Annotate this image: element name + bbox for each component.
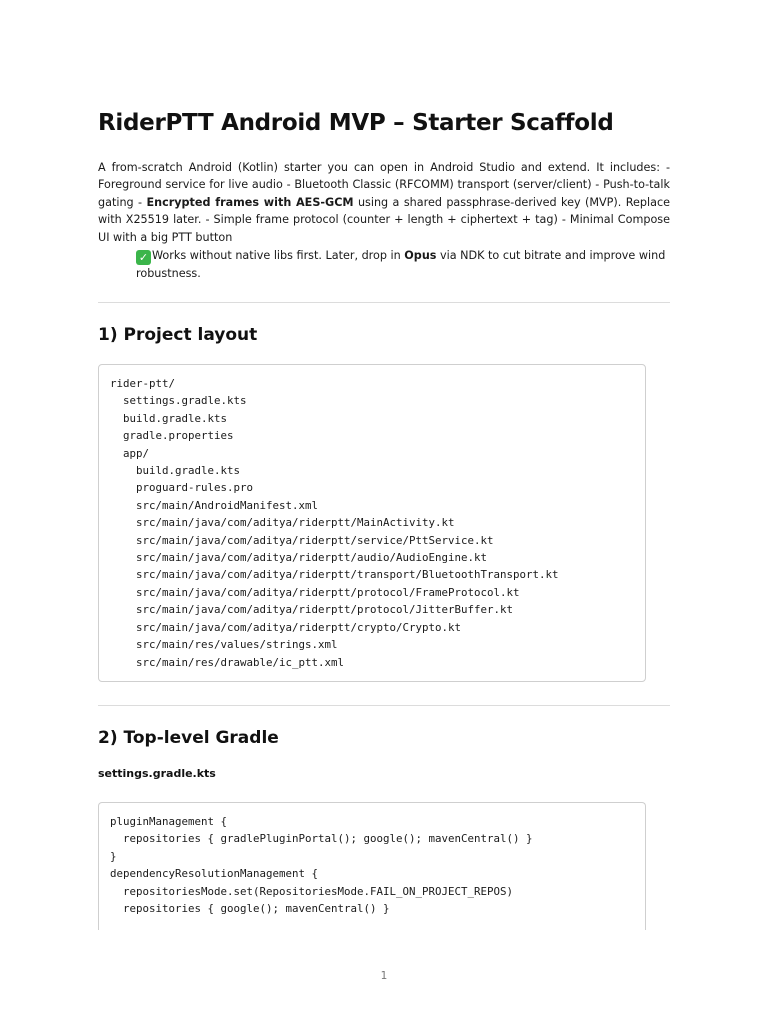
code-line: src/main/java/com/aditya/riderptt/service/PttService.kt (110, 533, 494, 547)
code-line: src/main/java/com/aditya/riderptt/protocol/JitterBuffer.kt (110, 603, 514, 617)
code-line: build.gradle.kts (110, 464, 241, 478)
code-line: app/ (110, 446, 150, 460)
note-bold-text: Opus (404, 249, 437, 262)
section-divider (98, 705, 670, 706)
section-divider (98, 302, 670, 303)
intro-bold-text: Encrypted frames with AES-GCM (146, 195, 354, 209)
code-block-project-layout (98, 364, 646, 682)
code-line: rider-ptt/ (110, 377, 176, 390)
code-line: src/main/res/drawable/ic_ptt.xml (110, 655, 345, 669)
code-line: src/main/java/com/aditya/riderptt/crypto/Crypto.kt (110, 620, 462, 634)
file-name-heading: settings.gradle.kts (98, 767, 216, 780)
code-line: src/main/AndroidManifest.xml (110, 498, 319, 512)
code-line: src/main/java/com/aditya/riderptt/MainActivity.kt (110, 516, 455, 530)
code-line: pluginManagement { (110, 815, 228, 828)
code-line: src/main/java/com/aditya/riderptt/transport/BluetoothTransport.kt (110, 568, 559, 582)
code-line: proguard-rules.pro (110, 481, 254, 495)
page-number: 1 (380, 970, 388, 982)
intro-paragraph (98, 159, 670, 246)
code-line: build.gradle.kts (110, 411, 228, 425)
note-text-continued: via NDK to cut bitrate and improve wind robustness. (136, 249, 666, 280)
code-line: src/main/res/values/strings.xml (110, 638, 338, 652)
section-heading-project-layout: 1) Project layout (98, 325, 258, 345)
code-line: repositories { google(); mavenCentral() } (110, 902, 390, 916)
note-text: Works without native libs first. Later, drop in (152, 249, 405, 262)
code-line: src/main/java/com/aditya/riderptt/protocol/FrameProtocol.kt (110, 585, 520, 599)
code-line: repositoriesMode.set(RepositoriesMode.FAIL_ON_PROJECT_REPOS) (110, 884, 514, 898)
code-line: gradle.properties (110, 429, 234, 443)
document-title: RiderPTT Android MVP – Starter Scaffold (98, 110, 614, 136)
intro-text: A from-scratch Android (Kotlin) starter you can open in Android Studio and extend. It includes: - Foreground service for live audio - Bluetooth Classic (RFCOMM) transport (server/client) - Push-to-talk gating - (98, 161, 670, 209)
check-mark-icon: ✓ (136, 250, 151, 265)
intro-text-continued: using a shared passphrase-derived key (MVP). Replace with X25519 later. - Simple frame protocol (counter + length + ciphertext + tag) - Minimal Compose UI with a big PTT button (98, 195, 670, 244)
callout-note (136, 247, 670, 282)
code-line: repositories { gradlePluginPortal(); google(); mavenCentral() } (110, 832, 533, 846)
code-line: dependencyResolutionManagement { (110, 867, 319, 881)
code-line: src/main/java/com/aditya/riderptt/audio/AudioEngine.kt (110, 551, 488, 565)
section-heading-top-level-gradle: 2) Top-level Gradle (98, 728, 279, 748)
code-block-settings-gradle (98, 802, 646, 930)
code-line: settings.gradle.kts (110, 394, 247, 408)
code-line: } (110, 849, 117, 863)
